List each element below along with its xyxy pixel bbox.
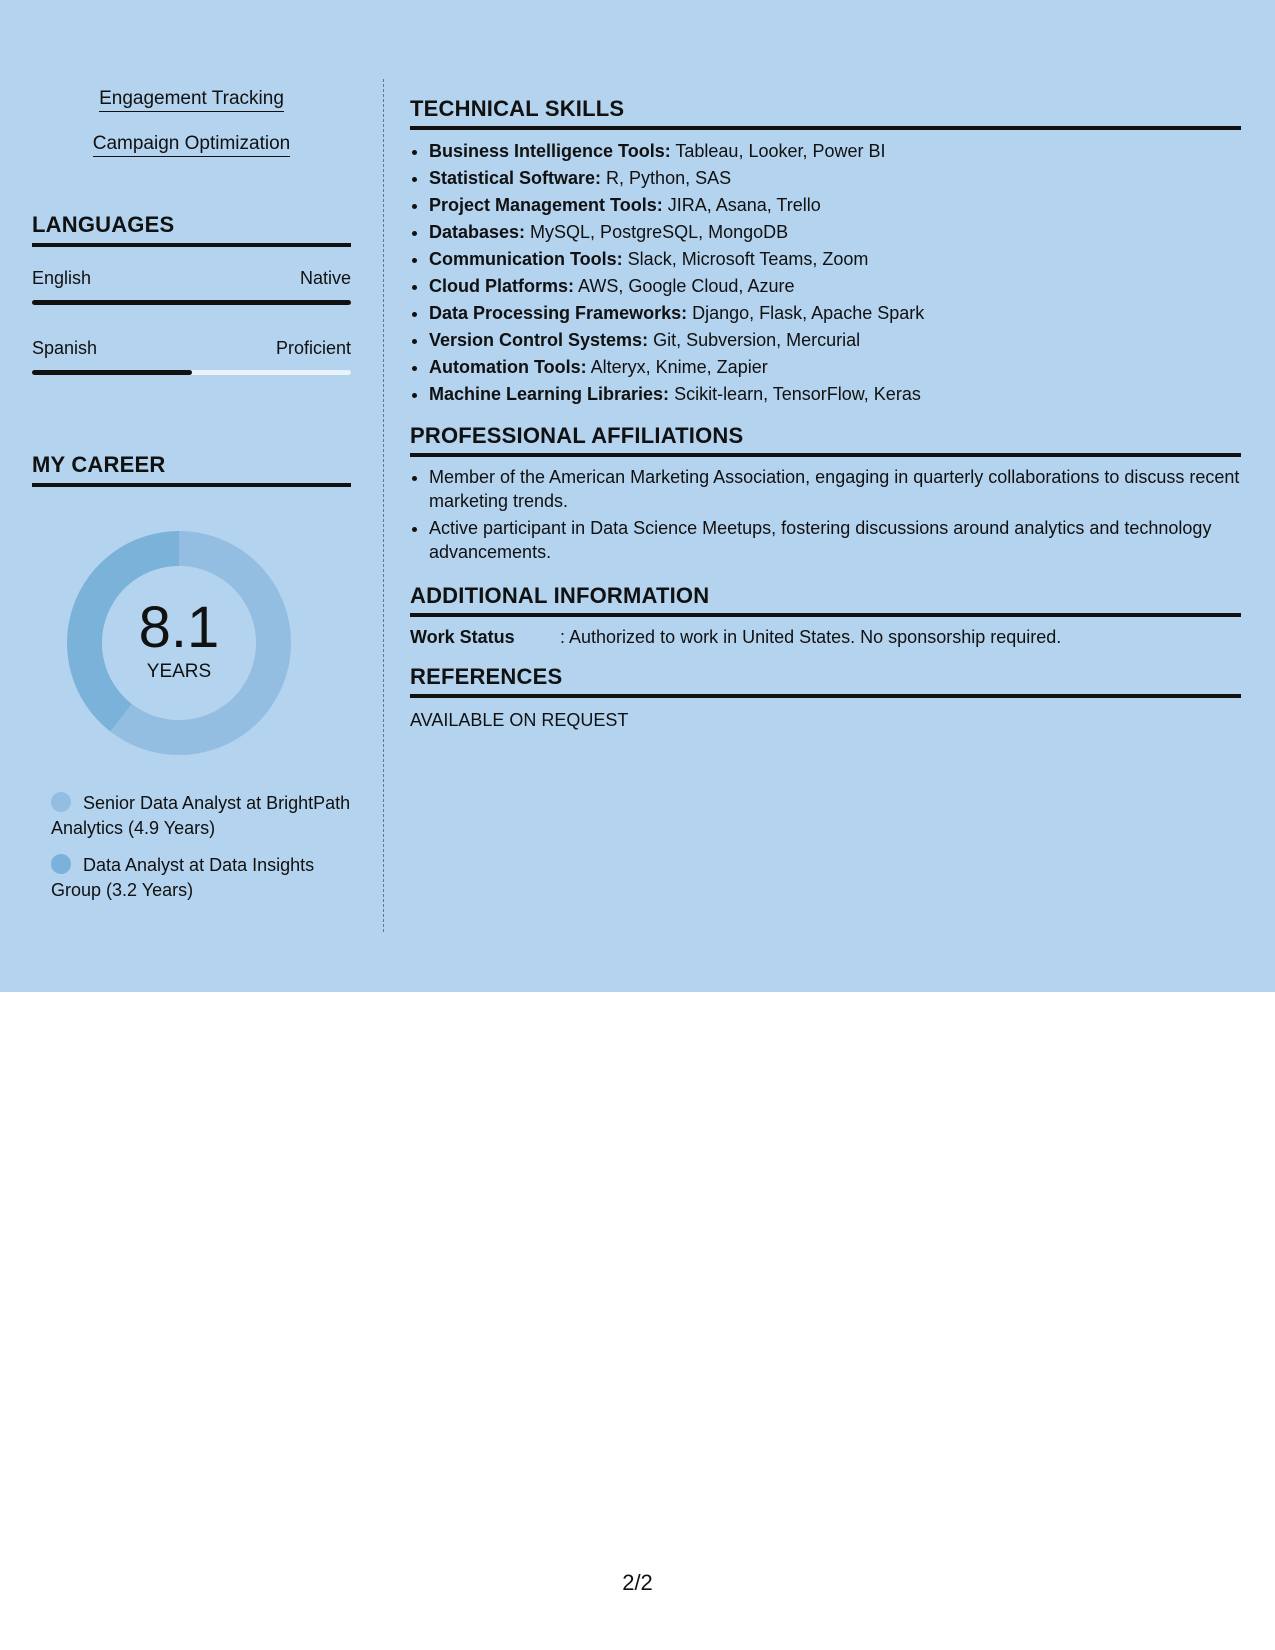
language-row xyxy=(32,268,351,289)
page-number: 2/2 xyxy=(622,1570,653,1595)
skill-values: Tableau, Looker, Power BI xyxy=(670,141,886,161)
career-donut-center xyxy=(66,530,292,756)
career-heading: MY CAREER xyxy=(32,452,351,487)
skill-values: Git, Subversion, Mercurial xyxy=(648,330,861,350)
career-total-unit: YEARS xyxy=(146,661,212,682)
skills-list xyxy=(410,138,1241,408)
affiliations-section xyxy=(410,423,1241,567)
skill-category: Cloud Platforms: xyxy=(429,276,575,296)
skill-category: Communication Tools: xyxy=(429,249,623,269)
language-bar-fill xyxy=(32,370,192,375)
skill-values: Scikit-learn, TensorFlow, Keras xyxy=(669,384,921,404)
language-bar-fill xyxy=(32,300,351,305)
left-column xyxy=(32,0,351,992)
skill-item xyxy=(429,354,1241,381)
skill-category: Databases: xyxy=(429,222,526,242)
additional-heading: ADDITIONAL INFORMATION xyxy=(410,583,1241,617)
skill-item xyxy=(429,246,1241,273)
skill-item xyxy=(429,381,1241,408)
legend-dot xyxy=(51,792,71,812)
interest-label: Engagement Tracking xyxy=(99,88,284,112)
references-heading: REFERENCES xyxy=(410,664,1241,698)
skill-category: Business Intelligence Tools: xyxy=(429,141,671,161)
interest-label: Campaign Optimization xyxy=(93,133,290,157)
skill-values: AWS, Google Cloud, Azure xyxy=(574,276,795,296)
affiliations-heading: PROFESSIONAL AFFILIATIONS xyxy=(410,423,1241,457)
career-role-label: Data Analyst at Data Insights Group (3.2 Years) xyxy=(51,855,315,900)
language-row xyxy=(32,338,351,359)
skill-category: Statistical Software: xyxy=(429,168,602,188)
affiliation-item: • Member of the American Marketing Association, engaging in quarterly collaborations to discuss recent marketing trends. xyxy=(429,465,1241,513)
language-bar xyxy=(32,370,351,375)
languages-heading: LANGUAGES xyxy=(32,212,351,247)
skill-category: Automation Tools: xyxy=(429,357,587,377)
skill-item xyxy=(429,327,1241,354)
interest-item xyxy=(32,88,351,110)
skill-values: Slack, Microsoft Teams, Zoom xyxy=(622,249,869,269)
career-total-years: 8.1 xyxy=(138,595,220,660)
language-name: Spanish xyxy=(32,338,98,358)
affiliation-item: • Active participant in Data Science Meetups, fostering discussions around analytics and technology advancements. xyxy=(429,516,1241,564)
career-donut xyxy=(66,530,292,756)
skill-category: Machine Learning Libraries: xyxy=(429,384,670,404)
language-level: Native xyxy=(299,268,351,288)
work-status-value: : Authorized to work in United States. No sponsorship required. xyxy=(560,627,1062,647)
interest-item xyxy=(32,133,351,155)
skill-item xyxy=(429,192,1241,219)
language-level: Proficient xyxy=(275,338,351,358)
skill-values: MySQL, PostgreSQL, MongoDB xyxy=(525,222,789,242)
skill-values: JIRA, Asana, Trello xyxy=(662,195,821,215)
skill-category: Data Processing Frameworks: xyxy=(429,303,688,323)
skill-item xyxy=(429,219,1241,246)
references-section xyxy=(410,664,1241,731)
work-status-label: Work Status xyxy=(410,627,515,647)
language-bar xyxy=(32,300,351,305)
skills-section xyxy=(410,96,1241,408)
work-status-row xyxy=(410,627,1241,648)
affiliations-list xyxy=(410,465,1241,564)
references-text: AVAILABLE ON REQUEST xyxy=(410,710,629,730)
skill-values: R, Python, SAS xyxy=(601,168,732,188)
language-name: English xyxy=(32,268,92,288)
additional-section xyxy=(410,583,1241,648)
career-legend-item xyxy=(51,791,351,841)
skill-values: Alteryx, Knime, Zapier xyxy=(586,357,768,377)
column-divider xyxy=(383,79,384,932)
career-role-label: Senior Data Analyst at BrightPath Analytics (4.9 Years) xyxy=(51,793,351,838)
legend-dot xyxy=(51,854,71,874)
skill-category: Version Control Systems: xyxy=(429,330,649,350)
skill-category: Project Management Tools: xyxy=(429,195,663,215)
skill-item xyxy=(429,273,1241,300)
skills-heading: TECHNICAL SKILLS xyxy=(410,96,1241,130)
career-legend-item xyxy=(51,853,351,903)
skill-values: Django, Flask, Apache Spark xyxy=(687,303,925,323)
skill-item xyxy=(429,138,1241,165)
skill-item xyxy=(429,300,1241,327)
skill-item xyxy=(429,165,1241,192)
